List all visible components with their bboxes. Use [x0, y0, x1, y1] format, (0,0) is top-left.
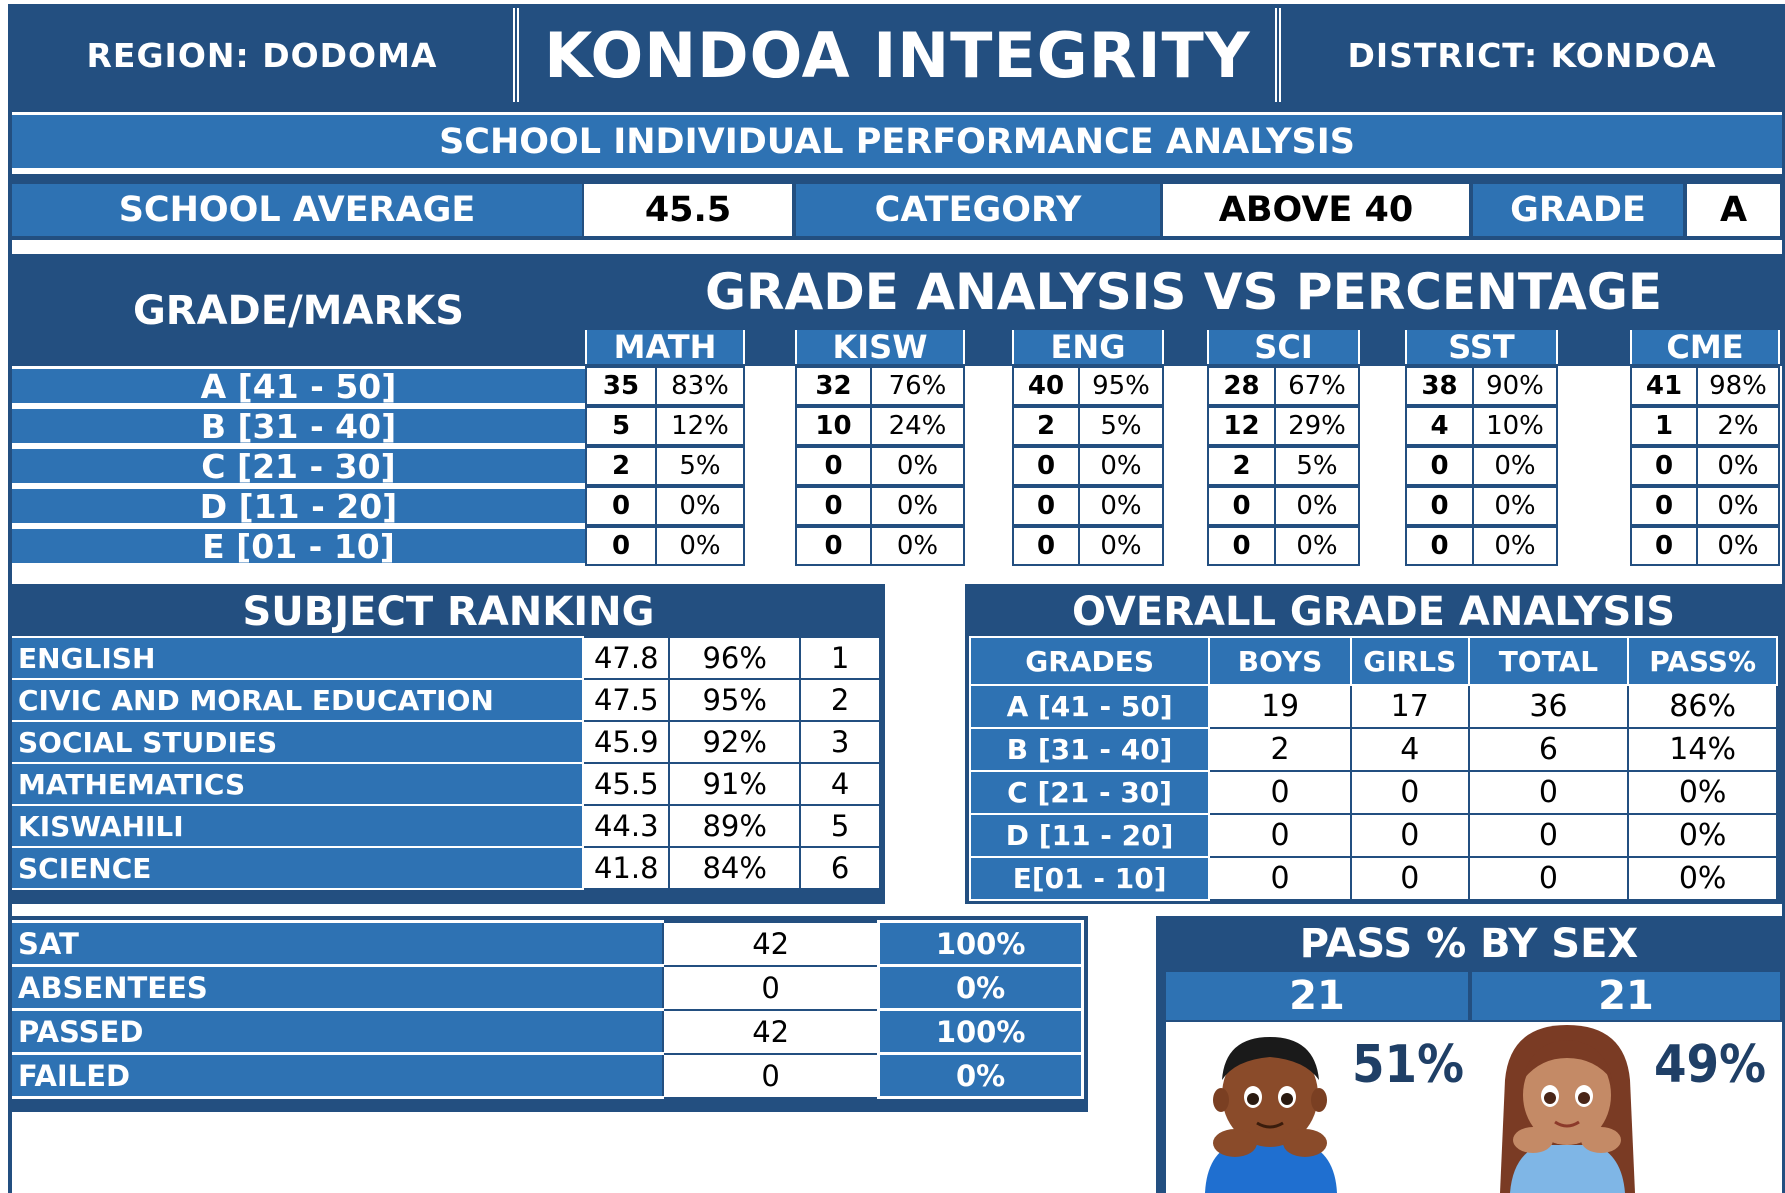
grade-count-cell: 0 [1207, 526, 1276, 566]
grade-percent-cell: 95% [1080, 366, 1164, 406]
title-divider-right [1275, 8, 1281, 102]
overall-value-cell: 36 [1469, 685, 1629, 728]
subject-ranking-title: SUBJECT RANKING [12, 588, 885, 636]
overall-value-cell: 6 [1469, 728, 1629, 771]
grade-count-cell: 0 [1012, 526, 1080, 566]
overall-value-cell: 0 [1469, 771, 1629, 814]
girl-avatar [1485, 1020, 1650, 1193]
overall-value-cell: 0 [1209, 857, 1351, 900]
stats-row [12, 966, 1083, 1010]
grade-marks-title: GRADE/MARKS [12, 256, 585, 366]
grade-percent-cell: 24% [872, 406, 965, 446]
grade-percent-cell: 0% [872, 486, 965, 526]
overall-row [970, 685, 1777, 728]
stats-value: 0 [663, 966, 879, 1010]
subject-header-cme: CME [1630, 330, 1780, 364]
grade-percent-cell: 5% [1276, 446, 1360, 486]
overall-grade-label: A [41 - 50] [970, 685, 1209, 728]
stats-pct: 0% [879, 1054, 1083, 1098]
school-average-value: 45.5 [584, 184, 792, 236]
overall-value-cell: 0 [1351, 771, 1469, 814]
grade-percent-cell: 0% [1474, 526, 1558, 566]
ranking-pct: 84% [669, 847, 800, 889]
gap-band-5 [1088, 916, 1156, 1112]
overall-value-cell: 19 [1209, 685, 1351, 728]
subject-ranking-table [12, 636, 881, 890]
grade-percent-cell: 0% [1276, 486, 1360, 526]
ranking-subject: SCIENCE [12, 847, 583, 889]
boy-avatar [1195, 1025, 1345, 1193]
stats-value: 42 [663, 1010, 879, 1054]
grade-percent-cell: 5% [1080, 406, 1164, 446]
grade-count-cell: 0 [1405, 526, 1474, 566]
stats-pct: 100% [879, 922, 1083, 966]
overall-header: PASS% [1628, 637, 1777, 685]
stats-row [12, 922, 1083, 966]
ranking-row [12, 637, 880, 679]
boys-count: 21 [1166, 972, 1468, 1020]
overall-header: TOTAL [1469, 637, 1629, 685]
grade-percent-cell: 2% [1698, 406, 1780, 446]
overall-row [970, 728, 1777, 771]
overall-row [970, 771, 1777, 814]
grade-count-cell: 40 [1012, 366, 1080, 406]
subject-header-math: MATH [585, 330, 745, 364]
overall-grade-label: E[01 - 10] [970, 857, 1209, 900]
girls-count: 21 [1472, 972, 1780, 1020]
grade-label-row: C [21 - 30] [12, 446, 585, 486]
grade-percent-cell: 0% [872, 526, 965, 566]
stats-label: PASSED [12, 1010, 663, 1054]
grade-count-cell: 12 [1207, 406, 1276, 446]
grade-percent-cell: 10% [1474, 406, 1558, 446]
grade-percent-cell: 67% [1276, 366, 1360, 406]
girls-pass-percent: 49% [1654, 1035, 1766, 1095]
ranking-row [12, 679, 880, 721]
grade-count-cell: 2 [1207, 446, 1276, 486]
grade-percent-cell: 0% [1698, 486, 1780, 526]
grade-percent-cell: 5% [657, 446, 745, 486]
ranking-rank: 3 [800, 721, 880, 763]
overall-value-cell: 0% [1628, 857, 1777, 900]
gap-band-3 [885, 584, 965, 904]
subject-header-kisw: KISW [795, 330, 965, 364]
region-label: REGION: DODOMA [12, 8, 512, 102]
overall-grade-label: C [21 - 30] [970, 771, 1209, 814]
ranking-rank: 1 [800, 637, 880, 679]
stats-empty-area [12, 1112, 1156, 1193]
ranking-rank: 5 [800, 805, 880, 847]
subject-header-band [585, 328, 1782, 366]
subject-header-sst: SST [1405, 330, 1558, 364]
grade-percent-cell: 76% [872, 366, 965, 406]
grade-count-cell: 0 [1405, 486, 1474, 526]
ranking-row [12, 805, 880, 847]
subject-header-sci: SCI [1207, 330, 1360, 364]
grade-count-cell: 28 [1207, 366, 1276, 406]
ranking-subject: KISWAHILI [12, 805, 583, 847]
stats-row [12, 1010, 1083, 1054]
grade-percent-cell: 0% [1698, 446, 1780, 486]
grade-count-cell: 38 [1405, 366, 1474, 406]
ranking-pct: 92% [669, 721, 800, 763]
pass-by-sex-title: PASS % BY SEX [1160, 920, 1778, 968]
ranking-row [12, 847, 880, 889]
subtitle-bar: SCHOOL INDIVIDUAL PERFORMANCE ANALYSIS [12, 112, 1782, 174]
overall-header: GIRLS [1351, 637, 1469, 685]
ranking-subject: CIVIC AND MORAL EDUCATION [12, 679, 583, 721]
grade-percent-cell: 0% [1474, 446, 1558, 486]
overall-row [970, 814, 1777, 857]
grade-label-row: D [11 - 20] [12, 486, 585, 526]
overall-row [970, 857, 1777, 900]
district-label: DISTRICT: KONDOA [1282, 8, 1782, 102]
grade-percent-cell: 0% [1080, 446, 1164, 486]
grade-percent-cell: 0% [1080, 526, 1164, 566]
ranking-avg: 47.5 [583, 679, 669, 721]
grade-count-cell: 4 [1405, 406, 1474, 446]
grade-count-cell: 2 [1012, 406, 1080, 446]
subject-header-eng: ENG [1012, 330, 1164, 364]
grade-label-row: B [31 - 40] [12, 406, 585, 446]
overall-value-cell: 4 [1351, 728, 1469, 771]
grade-percent-cell: 0% [657, 526, 745, 566]
overall-grade-label: B [31 - 40] [970, 728, 1209, 771]
ranking-pct: 96% [669, 637, 800, 679]
grade-count-cell: 5 [585, 406, 657, 446]
overall-value-cell: 0 [1351, 814, 1469, 857]
overall-value-cell: 0 [1209, 771, 1351, 814]
boys-pass-percent: 51% [1352, 1035, 1464, 1095]
overall-value-cell: 0 [1469, 857, 1629, 900]
overall-value-cell: 0 [1469, 814, 1629, 857]
ranking-pct: 89% [669, 805, 800, 847]
grade-value: A [1687, 184, 1780, 236]
title-divider-left [513, 8, 519, 102]
ranking-avg: 44.3 [583, 805, 669, 847]
grade-count-cell: 0 [585, 486, 657, 526]
overall-grade-label: D [11 - 20] [970, 814, 1209, 857]
overall-value-cell: 2 [1209, 728, 1351, 771]
overall-grade-table [969, 636, 1778, 901]
ranking-avg: 45.9 [583, 721, 669, 763]
grade-analysis-title: GRADE ANALYSIS VS PERCENTAGE [585, 256, 1782, 328]
grade-count-cell: 10 [795, 406, 872, 446]
grade-percent-cell: 0% [1474, 486, 1558, 526]
grade-grid-bg [585, 366, 1782, 566]
grade-percent-cell: 0% [1698, 526, 1780, 566]
ranking-avg: 45.5 [583, 763, 669, 805]
stats-label: ABSENTEES [12, 966, 663, 1010]
stats-pct: 0% [879, 966, 1083, 1010]
grade-percent-cell: 98% [1698, 366, 1780, 406]
grade-count-cell: 0 [585, 526, 657, 566]
ranking-subject: SOCIAL STUDIES [12, 721, 583, 763]
grade-percent-cell: 0% [1080, 486, 1164, 526]
overall-value-cell: 0 [1351, 857, 1469, 900]
ranking-row [12, 721, 880, 763]
grade-count-cell: 2 [585, 446, 657, 486]
ranking-rank: 6 [800, 847, 880, 889]
overall-value-cell: 0% [1628, 771, 1777, 814]
overall-header: GRADES [970, 637, 1209, 685]
ranking-avg: 41.8 [583, 847, 669, 889]
ranking-rank: 4 [800, 763, 880, 805]
grade-count-cell: 0 [1012, 446, 1080, 486]
ranking-avg: 47.8 [583, 637, 669, 679]
grade-count-cell: 1 [1630, 406, 1698, 446]
gap-band-4 [12, 904, 1782, 916]
overall-title: OVERALL GRADE ANALYSIS [965, 588, 1782, 636]
report-title: KONDOA INTEGRITY [520, 8, 1275, 102]
grade-percent-cell: 29% [1276, 406, 1360, 446]
ranking-pct: 91% [669, 763, 800, 805]
stats-label: SAT [12, 922, 663, 966]
grade-percent-cell: 83% [657, 366, 745, 406]
stats-table [12, 920, 1084, 1099]
ranking-rank: 2 [800, 679, 880, 721]
grade-count-cell: 0 [795, 486, 872, 526]
grade-percent-cell: 0% [1276, 526, 1360, 566]
grade-percent-cell: 0% [657, 486, 745, 526]
ranking-pct: 95% [669, 679, 800, 721]
grade-count-cell: 0 [795, 526, 872, 566]
school-average-label: SCHOOL AVERAGE [12, 184, 582, 236]
overall-value-cell: 0% [1628, 814, 1777, 857]
ranking-subject: MATHEMATICS [12, 763, 583, 805]
gap-band-2 [12, 566, 1782, 584]
ranking-subject: ENGLISH [12, 637, 583, 679]
overall-value-cell: 86% [1628, 685, 1777, 728]
ranking-row [12, 763, 880, 805]
overall-value-cell: 14% [1628, 728, 1777, 771]
category-value: ABOVE 40 [1163, 184, 1469, 236]
overall-value-cell: 0 [1209, 814, 1351, 857]
grade-count-cell: 41 [1630, 366, 1698, 406]
stats-label: FAILED [12, 1054, 663, 1098]
grade-count-cell: 35 [585, 366, 657, 406]
grade-count-cell: 32 [795, 366, 872, 406]
grade-label-row: A [41 - 50] [12, 366, 585, 406]
grade-count-cell: 0 [1630, 526, 1698, 566]
grade-label: GRADE [1473, 184, 1683, 236]
grade-count-cell: 0 [1405, 446, 1474, 486]
gap-band [12, 240, 1782, 254]
overall-header: BOYS [1209, 637, 1351, 685]
grade-count-cell: 0 [795, 446, 872, 486]
overall-value-cell: 17 [1351, 685, 1469, 728]
stats-value: 42 [663, 922, 879, 966]
grade-percent-cell: 0% [872, 446, 965, 486]
grade-label-row: E [01 - 10] [12, 526, 585, 566]
stats-value: 0 [663, 1054, 879, 1098]
grade-count-cell: 0 [1630, 486, 1698, 526]
stats-pct: 100% [879, 1010, 1083, 1054]
category-label: CATEGORY [796, 184, 1160, 236]
stats-row [12, 1054, 1083, 1098]
grade-percent-cell: 90% [1474, 366, 1558, 406]
grade-percent-cell: 12% [657, 406, 745, 446]
grade-count-cell: 0 [1630, 446, 1698, 486]
grade-count-cell: 0 [1012, 486, 1080, 526]
grade-count-cell: 0 [1207, 486, 1276, 526]
